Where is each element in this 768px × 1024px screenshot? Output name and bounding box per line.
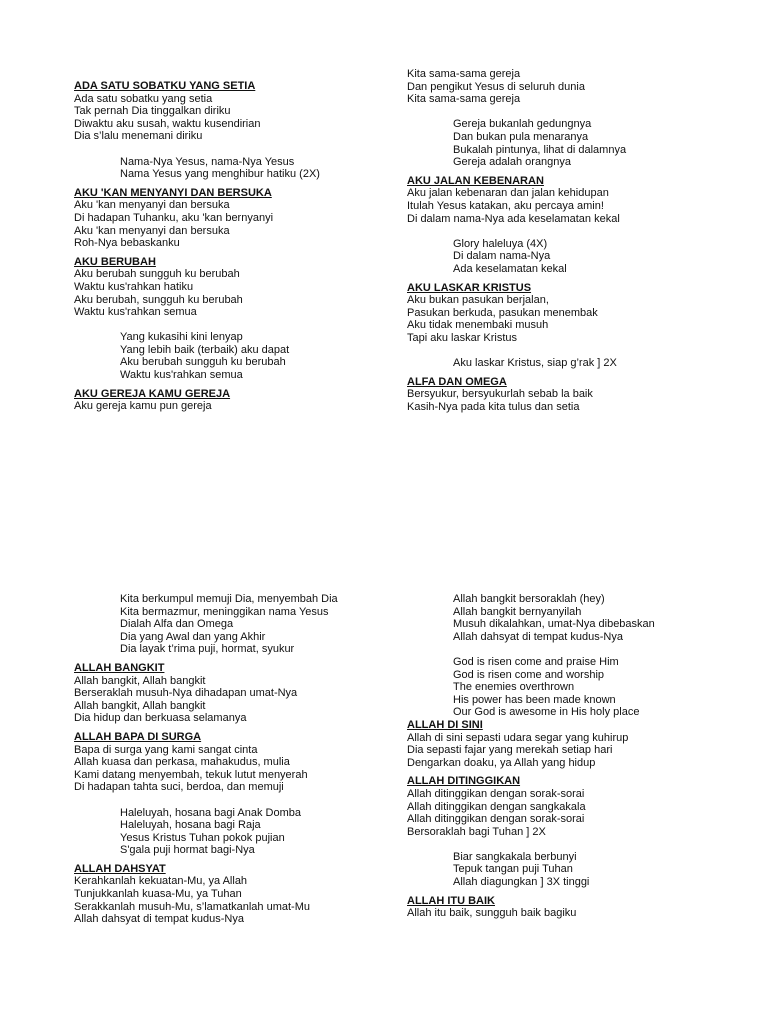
chorus-line: Biar sangkakala berbunyi — [453, 850, 577, 863]
lyric-line: Tunjukkanlah kuasa-Mu, ya Tuhan — [74, 888, 242, 901]
lyric-line: Kita sama-sama gereja — [407, 68, 521, 80]
lyric-line: Aku gereja kamu pun gereja — [74, 400, 212, 413]
song-title: ALLAH BANGKIT — [74, 661, 165, 674]
chorus-line: Yang kukasihi kini lenyap — [120, 331, 243, 344]
lyric-line: Allah itu baik, sungguh baik bagiku — [407, 907, 577, 920]
lyric-line: Pasukan berkuda, pasukan menembak — [407, 306, 598, 319]
lyric-line: Ada satu sobatku yang setia — [74, 92, 213, 105]
chorus-line: Di dalam nama-Nya — [453, 250, 551, 263]
lyric-line: Dia sepasti fajar yang merekah setiap hari — [407, 744, 613, 757]
chorus-line: S'gala puji hormat bagi-Nya — [120, 844, 255, 857]
lyric-line: Aku berubah, sungguh ku berubah — [74, 293, 243, 306]
page-top-left-column — [74, 80, 394, 413]
spacer — [74, 143, 394, 156]
song-title: AKU LASKAR KRISTUS — [407, 281, 532, 294]
spacer — [407, 225, 737, 238]
spacer — [74, 319, 394, 332]
page-top-right-column — [407, 68, 737, 413]
spacer — [407, 838, 737, 851]
song-title: ADA SATU SOBATKU YANG SETIA — [74, 80, 256, 92]
chorus-line: Allah bangkit bernyanyilah — [453, 605, 582, 618]
lyric-line: Bersoraklah bagi Tuhan ] 2X — [407, 825, 546, 838]
page-bottom-right-column — [407, 593, 737, 920]
lyric-line: Allah ditinggikan dengan sorak-sorai — [407, 787, 585, 800]
chorus-line: Dia layak t’rima puji, hormat, syukur — [120, 643, 295, 656]
song-title: ALLAH BAPA DI SURGA — [74, 730, 202, 743]
spacer — [407, 344, 737, 357]
spacer — [407, 106, 737, 119]
lyric-line: Bersyukur, bersyukurlah sebab la baik — [407, 388, 593, 401]
lyric-line: Berseraklah musuh-Nya dihadapan umat-Nya — [74, 687, 298, 700]
chorus-line: Dia yang Awal dan yang Akhir — [120, 630, 266, 643]
lyric-line: Dan pengikut Yesus di seluruh dunia — [407, 80, 585, 93]
chorus-line: The enemies overthrown — [453, 681, 575, 694]
song-title: ALFA DAN OMEGA — [407, 375, 507, 388]
lyric-line: Aku 'kan menyanyi dan bersuka — [74, 199, 230, 212]
lyric-line: Roh-Nya bebaskanku — [74, 237, 180, 250]
chorus-line: Yesus Kristus Tuhan pokok pujian — [120, 831, 285, 844]
chorus-line: Aku laskar Kristus, siap g’rak ] 2X — [453, 357, 617, 370]
lyric-line: Itulah Yesus katakan, aku percaya amin! — [407, 199, 604, 212]
lyric-line: Di hadapan Tuhanku, aku 'kan bernyanyi — [74, 211, 274, 224]
lyric-line: Di dalam nama-Nya ada keselamatan kekal — [407, 212, 620, 225]
lyric-line: Serakkanlah musuh-Mu, s’lamatkanlah umat-Mu — [74, 900, 310, 913]
chorus-line: Allah dahsyat di tempat kudus-Nya — [453, 630, 623, 643]
lyric-line: Allah di sini sepasti udara segar yang kuhirup — [407, 731, 629, 744]
lyric-line: Tak pernah Dia tinggalkan diriku — [74, 105, 231, 118]
chorus-line: Ada keselamatan kekal — [453, 262, 567, 275]
lyric-line: Aku 'kan menyanyi dan bersuka — [74, 224, 230, 237]
lyric-line: Aku berubah sungguh ku berubah — [74, 268, 240, 281]
chorus-line: Our God is awesome in His holy place — [453, 706, 640, 719]
chorus-line: Gereja bukanlah gedungnya — [453, 118, 592, 131]
lyric-line: Diwaktu aku susah, waktu kusendirian — [74, 117, 261, 130]
lyric-line: Aku jalan kebenaran dan jalan kehidupan — [407, 187, 609, 200]
chorus-line: Waktu kus'rahkan semua — [120, 369, 243, 382]
chorus-line: Musuh dikalahkan, umat-Nya dibebaskan — [453, 618, 655, 631]
chorus-line: Yang lebih baik (terbaik) aku dapat — [120, 343, 290, 356]
song-title: AKU JALAN KEBENARAN — [407, 174, 544, 187]
chorus-line: His power has been made known — [453, 693, 616, 706]
chorus-line: Haleluyah, hosana bagi Anak Domba — [120, 806, 302, 819]
spacer — [74, 794, 394, 807]
lyric-line: Allah dahsyat di tempat kudus-Nya — [74, 913, 244, 926]
lyric-line: Kami datang menyembah, tekuk lutut menyerah — [74, 768, 308, 781]
lyric-line: Allah kuasa dan perkasa, mahakudus, mulia — [74, 756, 290, 769]
song-title: AKU BERUBAH — [74, 255, 156, 268]
lyric-line: Tapi aku laskar Kristus — [407, 331, 518, 344]
lyric-line: Dengarkan doaku, ya Allah yang hidup — [407, 756, 596, 769]
song-title: ALLAH ITU BAIK — [407, 894, 495, 907]
lyric-line: Aku bukan pasukan berjalan, — [407, 294, 549, 307]
chorus-line: God is risen come and worship — [453, 668, 605, 681]
lyric-line: Dia s’lalu menemani diriku — [74, 130, 203, 143]
lyric-line: Allah ditinggikan dengan sorak-sorai — [407, 813, 585, 826]
lyric-line: Bapa di surga yang kami sangat cinta — [74, 743, 258, 756]
chorus-line: God is risen come and praise Him — [453, 655, 619, 668]
lyric-line: Allah bangkit, Allah bangkit — [74, 674, 206, 687]
chorus-line: Nama-Nya Yesus, nama-Nya Yesus — [120, 155, 295, 168]
lyric-line: Allah ditinggikan dengan sangkakala — [407, 800, 586, 813]
page-bottom-left-column — [74, 593, 394, 926]
lyric-line: Waktu kus'rahkan hatiku — [74, 280, 194, 293]
lyric-line: Allah bangkit, Allah bangkit — [74, 699, 206, 712]
chorus-line: Dialah Alfa dan Omega — [120, 618, 234, 631]
song-title: ALLAH DI SINI — [407, 718, 483, 731]
song-title: ALLAH DAHSYAT — [74, 862, 166, 875]
chorus-line: Aku berubah sungguh ku berubah — [120, 356, 286, 369]
chorus-line: Dan bukan pula menaranya — [453, 130, 589, 143]
chorus-line: Kita berkumpul memuji Dia, menyembah Dia — [120, 593, 338, 605]
spacer — [407, 643, 737, 656]
song-title: AKU 'KAN MENYANYI DAN BERSUKA — [74, 186, 272, 199]
lyric-line: Kasih-Nya pada kita tulus dan setia — [407, 400, 580, 413]
lyric-line: Waktu kus'rahkan semua — [74, 306, 197, 319]
chorus-line: Tepuk tangan puji Tuhan — [453, 863, 573, 876]
chorus-line: Haleluyah, hosana bagi Raja — [120, 819, 261, 832]
chorus-line: Kita bermazmur, meninggikan nama Yesus — [120, 605, 329, 618]
chorus-line: Allah bangkit bersoraklah (hey) — [453, 593, 605, 605]
lyric-line: Kerahkanlah kekuatan-Mu, ya Allah — [74, 875, 248, 888]
song-title: ALLAH DITINGGIKAN — [407, 775, 521, 788]
song-title: AKU GEREJA KAMU GEREJA — [74, 387, 231, 400]
lyric-line: Dia hidup dan berkuasa selamanya — [74, 712, 247, 725]
chorus-line: Gereja adalah orangnya — [453, 156, 572, 169]
lyric-line: Aku tidak menembaki musuh — [407, 319, 549, 332]
chorus-line: Glory haleluya (4X) — [453, 237, 548, 250]
chorus-line: Bukalah pintunya, lihat di dalamnya — [453, 143, 627, 156]
lyric-line: Kita sama-sama gereja — [407, 93, 521, 106]
lyric-line: Di hadapan tahta suci, berdoa, dan memuji — [74, 781, 284, 794]
chorus-line: Nama Yesus yang menghibur hatiku (2X) — [120, 168, 320, 181]
chorus-line: Allah diagungkan ] 3X tinggi — [453, 876, 590, 889]
